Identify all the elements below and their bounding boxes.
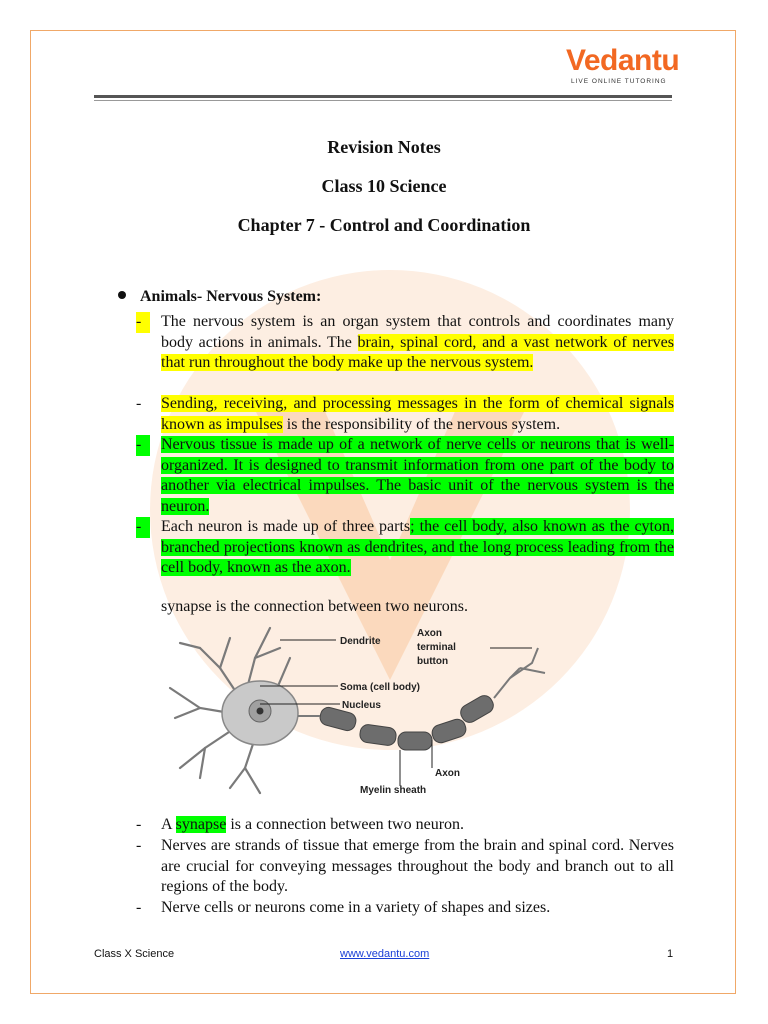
dash-marker: - (136, 312, 150, 333)
label-axon-terminal-1: Axon (417, 628, 442, 639)
highlighted-text: brain, spinal cord, and a vast network of nerves that run throughout the body make up the nervous system. (161, 333, 674, 371)
list-item (136, 394, 674, 435)
vedantu-logo (566, 44, 678, 92)
list-item (136, 312, 674, 374)
label-axon-terminal-3: button (417, 656, 449, 667)
item-text: A (161, 816, 176, 833)
label-nucleus: Nucleus (342, 700, 381, 711)
synapse-caption: synapse is the connection between two neurons. (161, 598, 469, 615)
list-item (136, 898, 674, 919)
item-text: Each neuron is made up of three parts (161, 518, 411, 535)
label-soma: Soma (cell body) (340, 682, 421, 693)
header-rule-thin (94, 100, 672, 101)
dash-marker: - (136, 816, 142, 833)
bullet-icon (118, 291, 126, 299)
dash-marker: - (136, 435, 150, 456)
item-text: Nerve cells or neurons come in a variety of shapes and sizes. (161, 899, 551, 916)
item-text: is the responsibility of the nervous system. (282, 415, 561, 433)
logo-text: Vedantu (566, 44, 680, 77)
title-chapter: Chapter 7 - Control and Coordination (237, 215, 531, 235)
section-heading (118, 288, 321, 306)
label-dendrite: Dendrite (340, 636, 381, 647)
list-item (136, 435, 674, 517)
list-item (136, 836, 674, 898)
section-heading-text: Animals- Nervous System: (140, 288, 322, 305)
page-number: 1 (667, 948, 674, 960)
logo-tagline: LIVE ONLINE TUTORING (571, 78, 667, 85)
title-revision-notes: Revision Notes (327, 137, 441, 157)
title-class: Class 10 Science (321, 176, 447, 196)
footer-link[interactable]: www.vedantu.com (340, 948, 430, 960)
footer-left: Class X Science (94, 948, 175, 960)
label-axon-terminal-2: terminal (417, 642, 456, 653)
dash-marker: - (136, 837, 142, 854)
list-item (136, 517, 674, 579)
neuron-diagram (160, 618, 560, 798)
highlighted-text: Sending, receiving, and processing messages in the form of chemical signals known as impulses (161, 395, 674, 433)
highlighted-text: Nervous tissue is made up of a network of nerve cells or neurons that is well-organized. It is designed to transmit information from one part of the body to another via electrical impulses. The basic unit of the nervous system is the neuron. (161, 436, 674, 515)
list-item (136, 815, 674, 836)
item-text: The nervous system is an organ system that controls and coordinates many body actions in animals. The (161, 313, 674, 351)
highlighted-text: ; the cell body, also known as the cyton, branched projections known as dendrites, and the long process leading from the cell body, known as the axon. (161, 518, 675, 576)
label-myelin: Myelin sheath (360, 785, 427, 796)
item-text: is a connection between two neuron. (226, 816, 465, 833)
item-text: Nerves are strands of tissue that emerge from the brain and spinal cord. Nerves are crucial for conveying messages throughout the body and branch out to all regions of the body. (161, 837, 674, 895)
dash-marker: - (136, 899, 142, 916)
dash-marker: - (136, 517, 150, 538)
header-rule (94, 95, 672, 98)
dash-marker: - (136, 395, 142, 412)
label-axon: Axon (435, 768, 460, 779)
highlighted-text: synapse (175, 816, 227, 833)
